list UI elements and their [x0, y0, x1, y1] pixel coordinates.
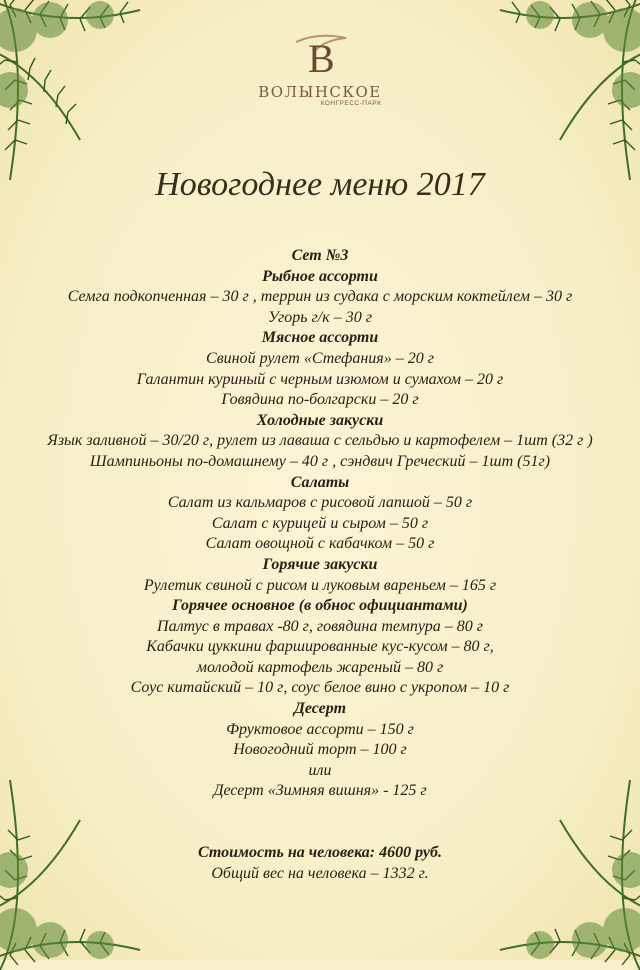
price-per-person: Стоимость на человека: 4600 руб.: [197, 844, 442, 862]
section-heading: Мясное ассорти: [261, 329, 379, 347]
brand-name: ВОЛЫНСКОЕ: [258, 83, 382, 101]
menu-item: Палтус в травах -80 г, говядина темпура – 80 г: [157, 617, 483, 635]
page-title: Новогоднее меню 2017: [155, 166, 485, 203]
brand-subtitle: КОНГРЕСС-ПАРК: [320, 100, 382, 107]
menu-item: Соус китайский – 10 г, соус белое вино с укропом – 10 г: [130, 679, 510, 697]
menu-item: молодой картофель жареный – 80 г: [196, 658, 444, 676]
menu-item: Фруктовое ассорти – 150 г: [226, 720, 414, 738]
section-heading: Холодные закуски: [256, 411, 384, 429]
menu-item: Десерт «Зимняя вишня» - 125 г: [213, 782, 427, 800]
section-heading: Горячие закуски: [262, 555, 378, 573]
menu-item: Семга подкопченная – 30 г , террин из судака с морским коктейлем – 30 г: [67, 288, 573, 306]
menu-body: [0, 246, 640, 884]
menu-item: Язык заливной – 30/20 г, рулет из лаваша с сельдью и картофелем – 1шт (32 г ): [47, 432, 593, 450]
section-heading: Рыбное ассорти: [262, 267, 378, 285]
section-heading: Десерт: [293, 700, 347, 718]
menu-item: Кабачки цуккини фаршированные кус-кусом – 80 г,: [146, 638, 494, 656]
menu-item: Шампиньоны по-домашнему – 40 г , сэндвич Греческий – 1шт (51г): [89, 452, 551, 470]
menu-item: Салат с курицей и сыром – 50 г: [211, 514, 429, 532]
menu-item: Свиной рулет «Стефания» – 20 г: [206, 349, 434, 367]
menu-item: Салат овощной с кабачком – 50 г: [205, 535, 435, 553]
menu-item: Галантин куриный с черным изюмом и сумахом – 20 г: [136, 370, 504, 388]
set-label: Сет №3: [291, 247, 349, 264]
logo-letter: B: [308, 36, 335, 81]
menu-item: Угорь г/к – 30 г: [268, 308, 372, 326]
menu-item: Говядина по-болгарски – 20 г: [221, 391, 419, 409]
logo-mark-icon: [288, 28, 352, 84]
menu-item: Салат из кальмаров с рисовой лапшой – 50 г: [167, 494, 473, 512]
weight-per-person: Общий вес на человека – 1332 г.: [211, 864, 429, 882]
menu-item: Новогодний торт – 100 г: [233, 741, 407, 759]
menu-item: или: [308, 761, 332, 779]
section-heading: Горячее основное (в обнос официантами): [172, 597, 468, 615]
menu-item: Рулетик свиной с рисом и луковым вареньем – 165 г: [143, 576, 497, 594]
section-heading: Салаты: [290, 473, 350, 491]
brand-logo: [0, 28, 640, 108]
